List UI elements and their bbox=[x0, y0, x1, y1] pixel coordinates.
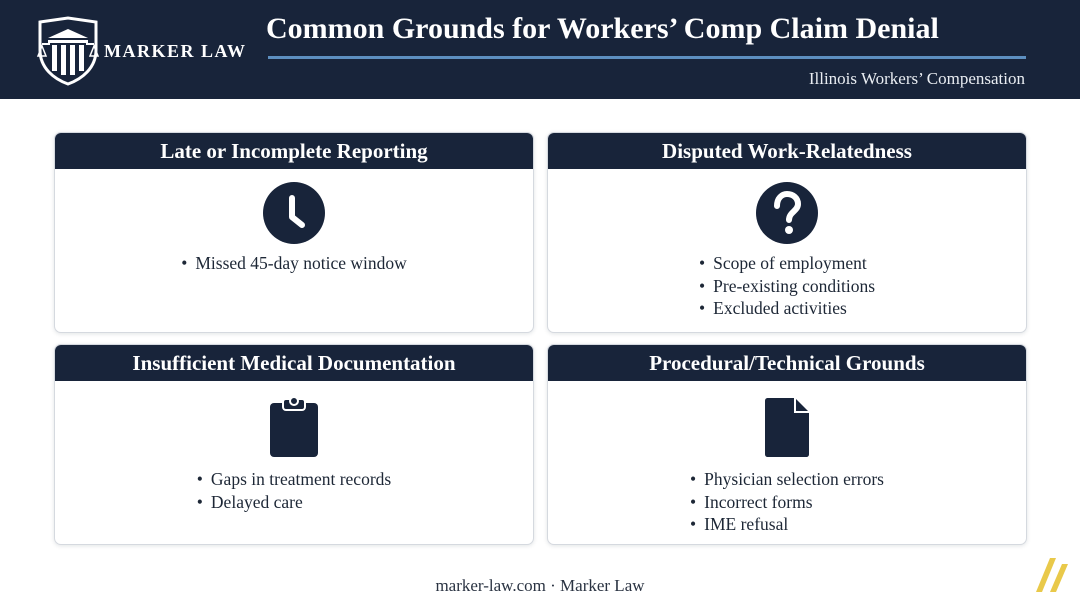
brand-name: MARKER LAW bbox=[104, 41, 247, 61]
title-underline bbox=[268, 56, 1026, 59]
card-insufficient-medical-documentation bbox=[54, 344, 534, 545]
card-bullets bbox=[55, 252, 533, 275]
gold-slash-mark-icon bbox=[1034, 556, 1070, 594]
card-title: Insufficient Medical Documentation bbox=[55, 345, 533, 381]
clipboard-icon bbox=[268, 395, 320, 459]
card-procedural-technical-grounds bbox=[547, 344, 1027, 545]
footer-text: marker-law.com · Marker Law bbox=[435, 576, 645, 595]
header-banner bbox=[0, 0, 1080, 99]
card-bullets bbox=[548, 468, 1026, 536]
page-title: Common Grounds for Workers’ Comp Claim Denial bbox=[266, 12, 939, 45]
question-icon bbox=[755, 181, 819, 245]
page-subtitle: Illinois Workers’ Compensation bbox=[808, 69, 1025, 88]
card-bullets bbox=[55, 468, 533, 513]
list-item: • Physician selection errors bbox=[690, 468, 884, 491]
list-item: • Delayed care bbox=[197, 491, 391, 514]
clock-icon bbox=[262, 181, 326, 245]
card-disputed-work-relatedness bbox=[547, 132, 1027, 333]
list-item: • Excluded activities bbox=[699, 297, 875, 320]
card-title: Late or Incomplete Reporting bbox=[55, 133, 533, 169]
card-title: Procedural/Technical Grounds bbox=[548, 345, 1026, 381]
list-item: • Scope of employment bbox=[699, 252, 875, 275]
card-late-reporting bbox=[54, 132, 534, 333]
card-title: Disputed Work-Relatedness bbox=[548, 133, 1026, 169]
courthouse-shield-logo-icon bbox=[34, 16, 102, 86]
card-bullets bbox=[548, 252, 1026, 320]
list-item: • Pre-existing conditions bbox=[699, 275, 875, 298]
document-icon bbox=[763, 397, 811, 459]
list-item: • Missed 45-day notice window bbox=[181, 252, 407, 275]
list-item: • Gaps in treatment records bbox=[197, 468, 391, 491]
list-item: • IME refusal bbox=[690, 513, 884, 536]
list-item: • Incorrect forms bbox=[690, 491, 884, 514]
